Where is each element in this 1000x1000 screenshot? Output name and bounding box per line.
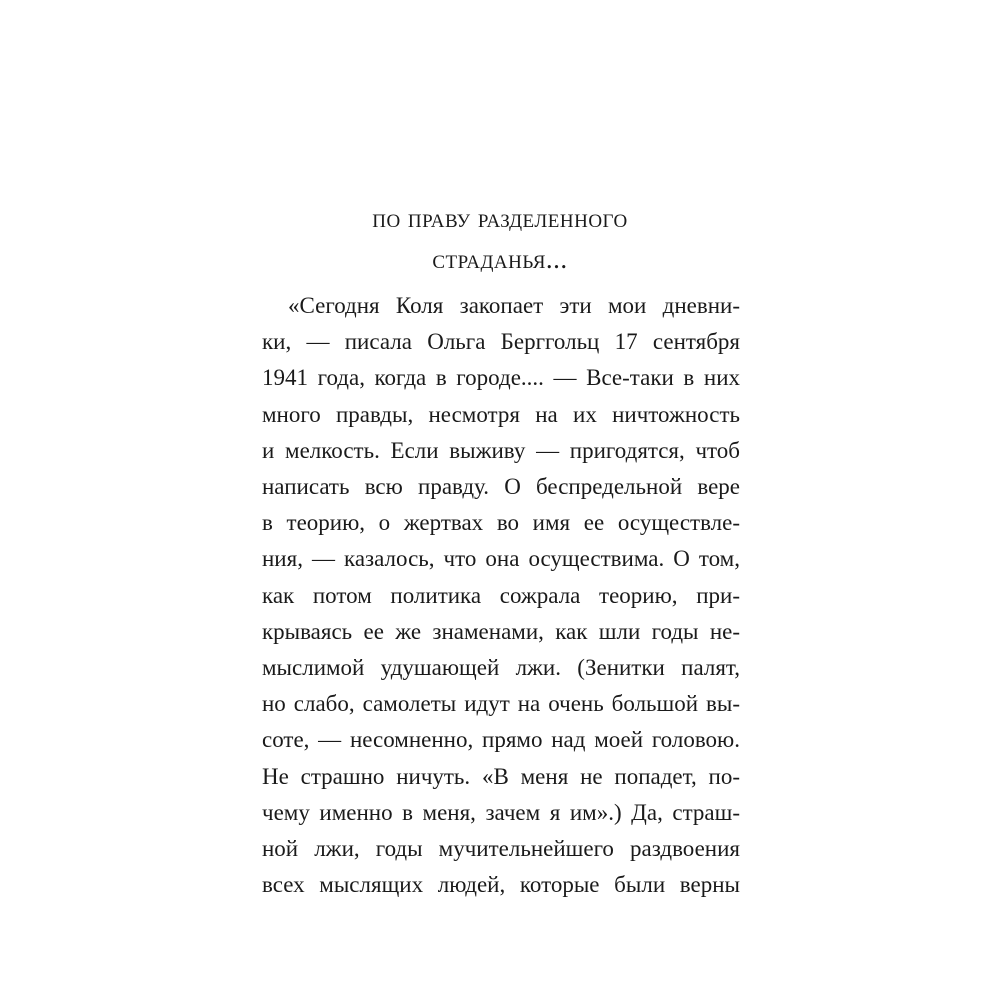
text-line: в теорию, о жертвах во имя ее осуществле- (262, 510, 740, 536)
text-line: чему именно в меня, зачем я им».) Да, страш- (262, 799, 740, 825)
text-line: написать всю правду. О беспредельной вере (262, 474, 740, 500)
text-line: но слабо, самолеты идут на очень большой вы- (262, 691, 740, 717)
text-line: 1941 года, когда в городе.... — Все-таки в них (262, 365, 740, 391)
body-paragraph (262, 288, 740, 903)
text-line: «Сегодня Коля закопает эти мои дневни- (288, 293, 740, 318)
text-line: много правды, несмотря на их ничтожность (262, 401, 740, 427)
text-line: мыслимой удушающей лжи. (Зенитки палят, (262, 655, 740, 681)
text-line: Не страшно ничуть. «В меня не попадет, по- (262, 763, 740, 789)
text-line: всех мыслящих людей, которые были верны (262, 872, 740, 898)
text-line: и мелкость. Если выживу — пригодятся, чтоб (262, 437, 740, 463)
text-line: ния, — казалось, что она осуществима. О том, (262, 546, 740, 572)
chapter-heading (200, 198, 800, 280)
text-line: как потом политика сожрала теорию, при- (262, 582, 740, 608)
chapter-heading-line-1: по праву разделенного (372, 203, 628, 233)
chapter-heading-line-2: страданья... (432, 244, 568, 274)
text-line: ной лжи, годы мучительнейшего раздвоения (262, 836, 740, 862)
text-line: крываясь ее же знаменами, как шли годы не- (262, 618, 740, 644)
text-line: ки, — писала Ольга Берггольц 17 сентября (262, 329, 740, 355)
text-line: соте, — несомненно, прямо над моей головою. (262, 727, 740, 753)
